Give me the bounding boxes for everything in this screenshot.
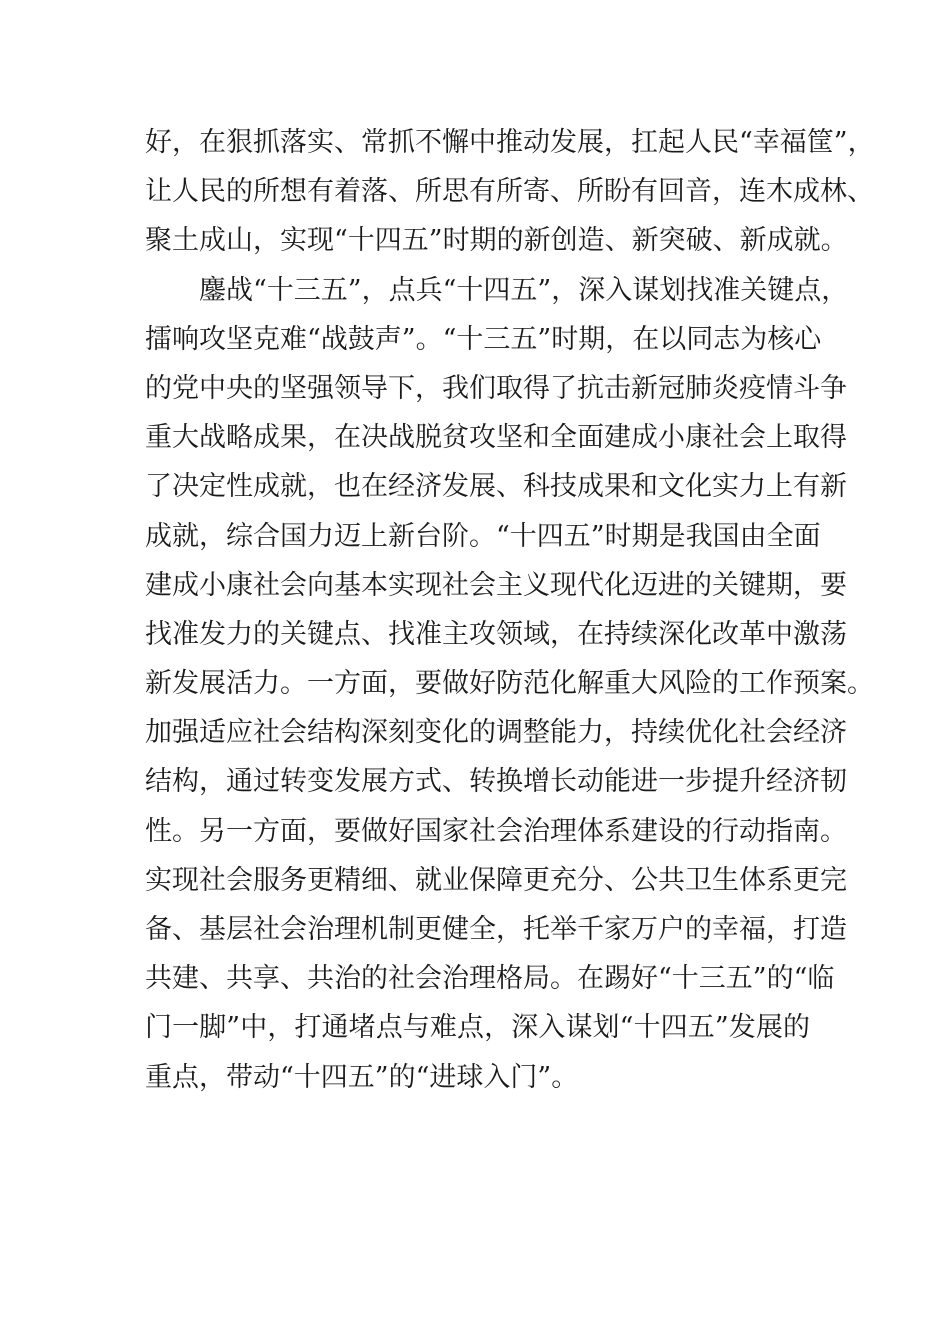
paragraph-line: 找准发力的关键点、找准主攻领域，在持续深化改革中激荡 <box>145 618 847 650</box>
paragraph-line: 聚土成山，实现“十四五”时期的新创造、新突破、新成就。 <box>145 225 848 257</box>
paragraph-line: 了决定性成就，也在经济发展、科技成果和文化实力上有新 <box>145 471 847 503</box>
paragraph-line: 门一脚”中，打通堵点与难点，深入谋划“十四五”发展的 <box>145 1012 810 1044</box>
paragraph-line: 备、基层社会治理机制更健全，托举千家万户的幸福，打造 <box>145 914 847 945</box>
paragraph-line: 性。另一方面，要做好国家社会治理体系建设的行动指南。 <box>145 815 847 847</box>
paragraph-line: 让人民的所想有着落、所思有所寄、所盼有回音，连木成林、 <box>145 176 874 208</box>
paragraph-line: 新发展活力。一方面，要做好防范化解重大风险的工作预案。 <box>145 668 874 700</box>
paragraph-line: 建成小康社会向基本实现社会主义现代化迈进的关键期，要 <box>145 569 847 601</box>
paragraph-line: 实现社会服务更精细、就业保障更充分、公共卫生体系更完 <box>145 864 847 896</box>
paragraph-line: 鏖战“十三五”，点兵“十四五”，深入谋划找准关键点， <box>199 274 849 306</box>
paragraph-line: 重大战略成果，在决战脱贫攻坚和全面建成小康社会上取得 <box>145 422 847 454</box>
paragraph-line: 擂响攻坚克难“战鼓声”。“十三五”时期，在以同志为核心 <box>145 323 822 355</box>
paragraph-line: 加强适应社会结构深刻变化的调整能力，持续优化社会经济 <box>145 717 847 749</box>
document-body <box>145 118 875 1102</box>
paragraph-line: 成就，综合国力迈上新台阶。“十四五”时期是我国由全面 <box>145 520 821 552</box>
paragraph-2 <box>145 266 874 1102</box>
paragraph-1 <box>145 118 875 266</box>
paragraph-line: 好，在狠抓落实、常抓不懈中推动发展，扛起人民“幸福筐”， <box>145 127 875 158</box>
paragraph-line: 重点，带动“十四五”的“进球入门”。 <box>145 1061 579 1093</box>
paragraph-line: 的党中央的坚强领导下，我们取得了抗击新冠肺炎疫情斗争 <box>145 372 847 404</box>
paragraph-line: 共建、共享、共治的社会治理格局。在踢好“十三五”的“临 <box>145 963 835 995</box>
paragraph-line: 结构，通过转变发展方式、转换增长动能进一步提升经济韧 <box>145 766 847 798</box>
